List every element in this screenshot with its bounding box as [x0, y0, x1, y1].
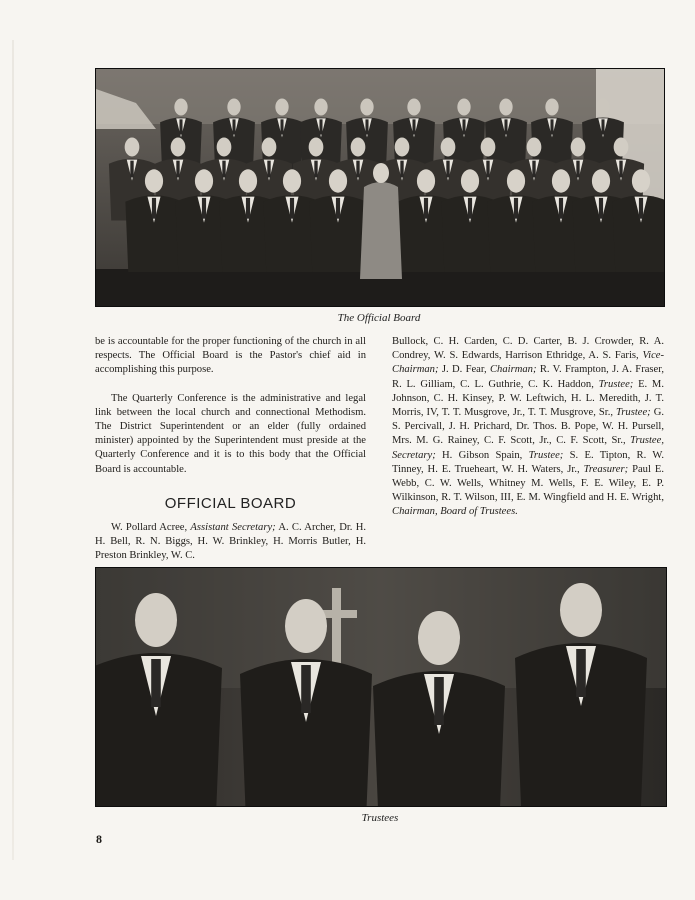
member-names: S. E. Tipton, R. W. Tinney, H. E. Trueheart, W. H. Waters, Jr., [392, 449, 665, 475]
official-board-list-start [95, 521, 366, 564]
officer-title: Trustee; [598, 378, 634, 390]
member-names: E. M. Johnson, C. H. Kinsey, P. W. Leftwich, H. L. Meredith, J. T. Morris, IV, T. T. Musgrove, Jr., T. T. Musgrove, Sr., [392, 378, 665, 419]
page-number: 8 [96, 832, 102, 846]
member-names: H. Gibson Spain, [435, 449, 529, 461]
member-names: Paul E. Webb, C. W. Wells, Whitney M. Wells, F. E. Wiley, E. P. Wilkinson, R. T. Wilson, III, E. M. Wingfield and H. E. Wright, [392, 463, 664, 504]
officer-title: Treasurer; [583, 463, 629, 475]
officer-title: Trustee, Secretary; [392, 435, 664, 461]
trustees-caption: Trustees [361, 812, 399, 824]
right-column [392, 335, 664, 520]
page-edge-shadow [12, 40, 14, 860]
officer-title: Trustee; [615, 407, 651, 419]
member-names: R. V. Frampton, J. A. Fraser, R. L. Gilliam, C. L. Guthrie, C. K. Haddon, [392, 364, 665, 390]
member-names: Bullock, C. H. Carden, C. D. Carter, B. J. Crowder, R. A. Condrey, W. S. Edwards, Harrison Ethridge, A. S. Faris, [392, 336, 664, 362]
trustees-photo [95, 567, 667, 807]
member-names: G. S. Percivall, J. H. Prichard, Dr. Thos. B. Pope, W. H. Pursell, Mrs. M. G. Rainey, C. F. Scott, Jr., C. F. Scott, Sr., [392, 407, 664, 447]
official-board-caption: The Official Board [337, 312, 421, 324]
officer-title: Vice-Chairman; [392, 350, 664, 376]
left-column [95, 335, 366, 564]
paragraph-quarterly-conference: The Quarterly Conference is the administrative and legal link between the local church and connectional Methodism. The District Superintendent or an elder (fully ordained minister) appointed by the Superintendent must preside at the Quarterly Conference and it is to this body that the Official Board is accountable. [95, 392, 366, 475]
officer-title: Chairman, Board of Trustees. [392, 506, 518, 518]
official-board-heading: OFFICIAL BOARD [164, 494, 297, 512]
officer-title: Chairman; [489, 364, 537, 376]
member-names: W. Pollard Acree, [111, 522, 191, 534]
member-names: J. D. Fear, [438, 364, 490, 376]
officer-title: Trustee; [528, 449, 564, 461]
official-board-photo-image [96, 69, 664, 306]
official-board-list-continued [392, 335, 664, 520]
trustees-photo-image [96, 568, 666, 806]
paragraph-accountability: be is accountable for the proper functioning of the church in all respects. The Official Board is the Pastor's chief aid in accomplishing this purpose. [95, 336, 366, 376]
officer-title: Assistant Secretary; [190, 522, 276, 534]
official-board-photo [95, 68, 665, 307]
member-names: A. C. Archer, Dr. H. H. Bell, R. N. Biggs, H. W. Brinkley, H. Morris Butler, H. Preston Brinkley, W. C. [95, 522, 366, 562]
